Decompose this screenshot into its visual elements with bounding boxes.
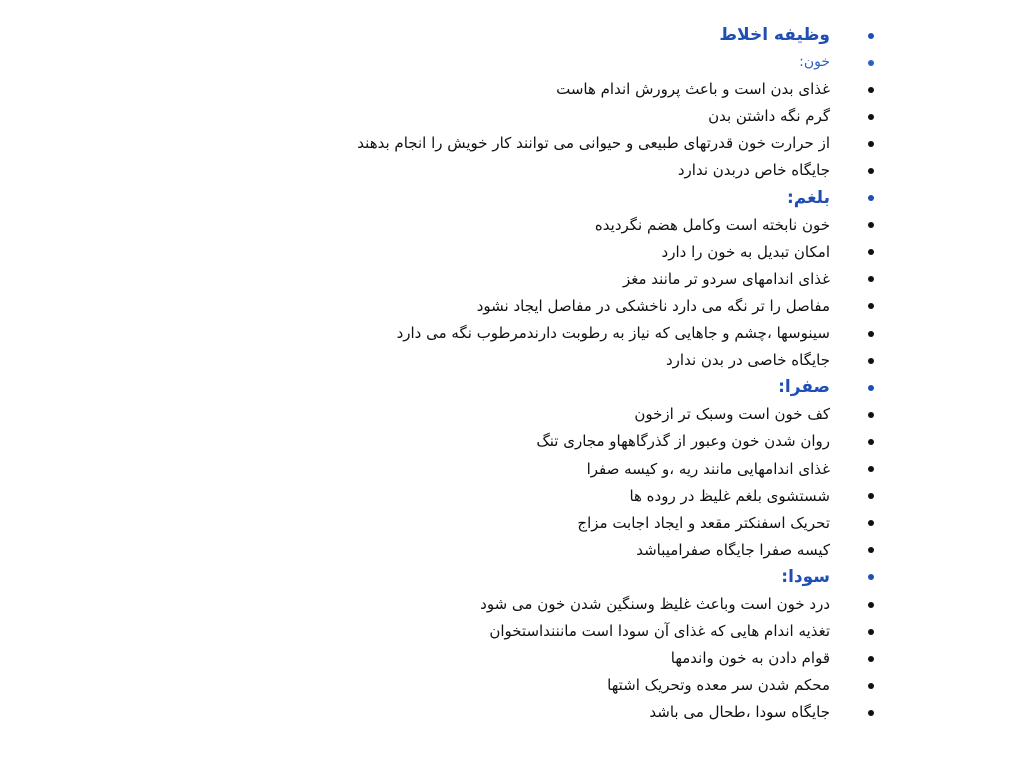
list-item-text: درد خون است وباعث غلیظ وسنگین شدن خون می شود (480, 594, 830, 613)
list-item-text: سودا: (781, 566, 830, 587)
list-item (357, 699, 874, 726)
section-heading (357, 49, 874, 76)
bullet-icon (868, 222, 874, 228)
section-heading (357, 185, 874, 212)
bullet-icon (868, 656, 874, 662)
bullet-icon (868, 574, 874, 580)
list-item (357, 510, 874, 537)
list-item (357, 266, 874, 293)
bullet-icon (868, 547, 874, 553)
bullet-icon (868, 249, 874, 255)
bullet-icon (868, 331, 874, 337)
bullet-icon (868, 683, 874, 689)
bullet-icon (868, 195, 874, 201)
list-item (357, 645, 874, 672)
list-item-text: امکان تبدیل به خون را دارد (661, 242, 830, 261)
bullet-icon (868, 412, 874, 418)
list-item-text: خون نابخته است وکامل هضم نگردیده (594, 215, 830, 234)
list-item-text: غذای اندامهای سردو تر مانند مغز (622, 269, 830, 288)
bullet-icon (868, 60, 874, 66)
list-item (357, 157, 874, 184)
list-item-text: جایگاه خاصی در بدن ندارد (665, 351, 830, 370)
list-item-text: جایگاه خاص دربدن ندارد (677, 161, 830, 180)
bullet-icon (868, 385, 874, 391)
bullet-icon (868, 629, 874, 635)
list-item-text: تحریک اسفنکتر مقعد و ایجاد اجابت مزاج (577, 513, 830, 532)
bullet-icon (868, 493, 874, 499)
list-item (357, 130, 874, 157)
list-item-text: صفرا: (778, 377, 830, 398)
list-item-text: تغذیه اندام هایی که غذای آن سودا است مانننداستخوان (489, 622, 830, 641)
list-item (357, 320, 874, 347)
list-item (357, 347, 874, 374)
bullet-icon (868, 520, 874, 526)
list-item-text: گرم نگه داشتن بدن (708, 107, 830, 126)
list-item (357, 293, 874, 320)
list-item-text: بلغم: (786, 187, 830, 208)
list-item (357, 428, 874, 455)
list-item (357, 239, 874, 266)
list-item (357, 672, 874, 699)
list-item (357, 103, 874, 130)
bullet-icon (868, 276, 874, 282)
bullet-icon (868, 141, 874, 147)
list-item-text: مفاصل را تر نگه می دارد ناخشکی در مفاصل ایجاد نشود (476, 296, 830, 315)
list-item (357, 76, 874, 103)
list-item-text: شستشوی بلغم غلیظ در روده ها (629, 486, 830, 505)
list-item-text: سینوسها ،چشم و جاهایی که نیاز به رطوبت دارندمرطوب نگه می دارد (396, 324, 830, 343)
bullet-icon (868, 358, 874, 364)
list-item (357, 401, 874, 428)
bullet-icon (868, 439, 874, 445)
list-item (357, 456, 874, 483)
list-item (357, 591, 874, 618)
list-item-text: خون: (799, 54, 830, 71)
section-heading (357, 22, 874, 49)
list-item-text: قوام دادن به خون واندمها (670, 649, 830, 668)
bullet-icon (868, 602, 874, 608)
list-item-text: روان شدن خون وعبور از گذرگاههاو مجاری تنگ (536, 432, 830, 451)
bullet-icon (868, 466, 874, 472)
list-item-text: غذای اندامهایی مانند ریه ،و کیسه صفرا (586, 459, 830, 478)
list-item (357, 212, 874, 239)
list-item-text: کف خون است وسبک تر ازخون (634, 405, 830, 424)
list-item-text: از حرارت خون قدرتهای طبیعی و حیوانی می توانند کار خویش را انجام بدهند (357, 134, 830, 153)
list-item-text: جایگاه سودا ،طحال می باشد (649, 703, 830, 722)
bullet-icon (868, 114, 874, 120)
bullet-icon (868, 87, 874, 93)
bullet-icon (868, 168, 874, 174)
list-item-text: محکم شدن سر معده وتحریک اشتها (607, 676, 830, 695)
bullet-icon (868, 33, 874, 39)
bullet-icon (868, 710, 874, 716)
list-item-text: کیسه صفرا جایگاه صفرامیباشد (636, 540, 830, 559)
list-item-text: غذای بدن است و باعث پرورش اندام هاست (556, 80, 830, 99)
list-item (357, 618, 874, 645)
section-heading (357, 374, 874, 401)
list-item (357, 483, 874, 510)
section-heading (357, 564, 874, 591)
bullet-list (357, 22, 874, 726)
list-item (357, 537, 874, 564)
list-item-text: وظیفه اخلاط (719, 25, 830, 45)
bullet-icon (868, 303, 874, 309)
